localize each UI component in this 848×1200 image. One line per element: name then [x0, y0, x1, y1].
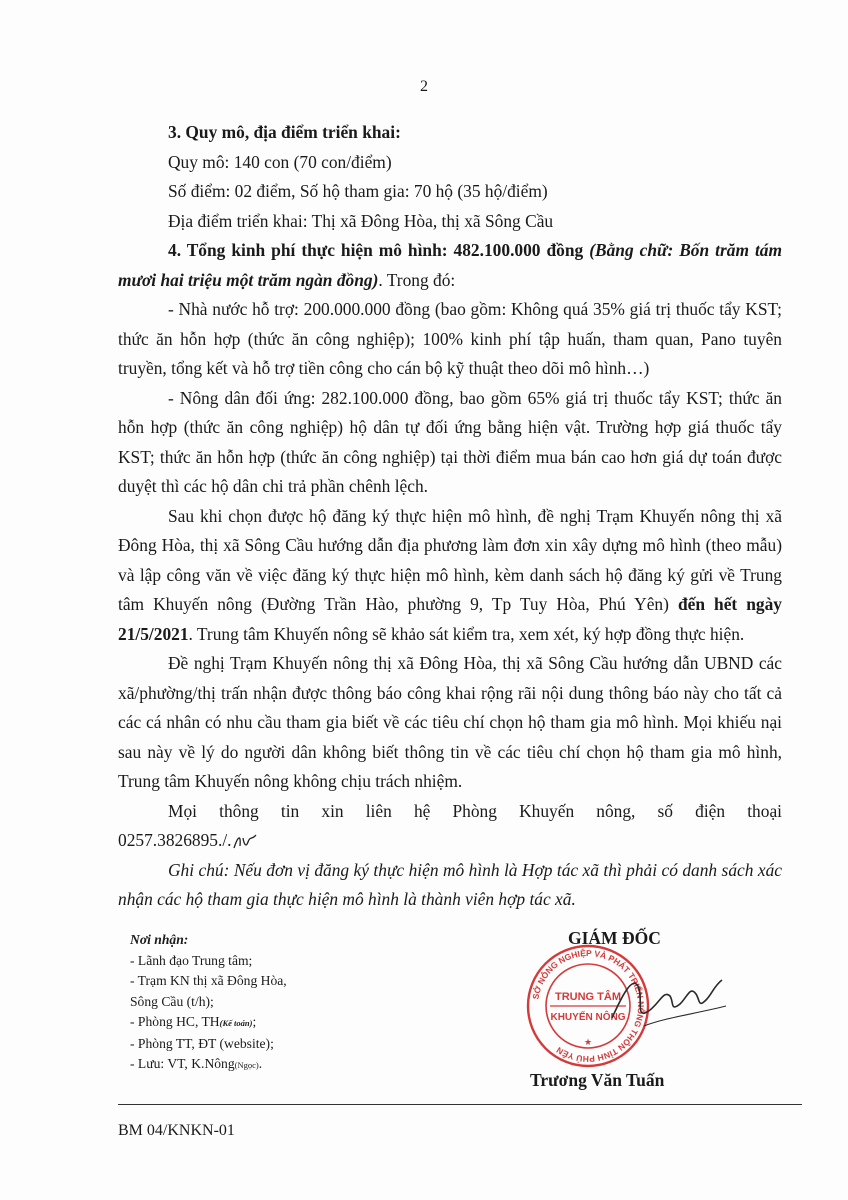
- recipients-title: Nơi nhận:: [130, 932, 189, 947]
- contact-line-1: Mọi thông tin xin liên hệ Phòng Khuyến nông, số điện thoại: [168, 800, 782, 821]
- footer-divider: [118, 1104, 802, 1105]
- recipient-luu-suffix: .: [258, 1056, 263, 1071]
- form-code: BM 04/KNKN-01: [118, 1122, 235, 1139]
- handwritten-signature-icon: [604, 956, 734, 1036]
- signature-block: [516, 928, 716, 1098]
- publicity-paragraph: Đề nghị Trạm Khuyến nông thị xã Đông Hòa, thị xã Sông Cầu hướng dẫn UBND các xã/phường/thị trấn nhận được thông báo công khai rộng rãi nội dung thông báo này cho tất cả các cá nhân có nhu cầu tham gia biết về các tiêu chí chọn hộ tham gia mô hình. Mọi khiếu nại sau này về lý do người dân không biết thông tin về các tiêu chí chọn hộ tham gia mô hình, Trung tâm Khuyến nông không chịu trách nhiệm.: [118, 653, 782, 791]
- page-number: 2: [420, 78, 428, 95]
- section4-heading: [118, 236, 782, 295]
- recipient-hc-text: - Phòng HC, TH: [130, 1014, 220, 1029]
- recipient-item: Sông Cầu (t/h);: [130, 993, 214, 1009]
- recipient-hc-suffix: ;: [252, 1014, 257, 1029]
- recipient-item: - Lãnh đạo Trung tâm;: [130, 952, 253, 968]
- section3-points: Số điểm: 02 điểm, Số hộ tham gia: 70 hộ (35 hộ/điểm): [168, 181, 548, 201]
- recipient-item-luu: [130, 1054, 340, 1076]
- seal-star-icon: ★: [583, 1037, 593, 1047]
- recipient-item-hc: [130, 1012, 340, 1034]
- registration-deadline: đến hết ngày 21/5/2021: [118, 594, 782, 644]
- seal-center-top: TRUNG TÂM: [555, 991, 621, 1003]
- contact-phone: 0257.3826895./.: [118, 830, 232, 850]
- registration-paragraph: [118, 502, 782, 650]
- recipient-luu-text: - Lưu: VT, K.Nông: [130, 1056, 235, 1071]
- contact-line-2: [118, 826, 782, 856]
- recipient-item: - Phòng TT, ĐT (website);: [130, 1035, 274, 1051]
- recipient-hc-sub: (Kế toán): [219, 1018, 253, 1028]
- section4-heading-bold: 4. Tổng kinh phí thực hiện mô hình: 482.100.000 đồng: [168, 240, 584, 260]
- initial-signature-mark: [232, 832, 258, 852]
- recipient-item: - Trạm KN thị xã Đông Hòa,: [130, 973, 287, 988]
- section3-location: Địa điểm triển khai: Thị xã Đông Hòa, thị xã Sông Cầu: [168, 210, 554, 231]
- farmer-contribution-paragraph: - Nông dân đối ứng: 282.100.000 đồng, bao gồm 65% giá trị thuốc tẩy KST; thức ăn hỗn hợp (thức ăn công nghiệp) hộ dân tự đối ứng bằng hiện vật. Trường hợp giá thuốc tẩy KST; thức ăn hỗn hợp (thức ăn công nghiệp) tại thời điểm mua bán cao hơn giá dự toán được duyệt thì các hộ dân chi trả phần chênh lệch.: [118, 387, 782, 496]
- signer-title: GIÁM ĐỐC: [568, 928, 661, 948]
- signer-name: Trương Văn Tuấn: [530, 1070, 665, 1090]
- recipients-block: [130, 930, 340, 1076]
- state-support-paragraph: - Nhà nước hỗ trợ: 200.000.000 đồng (bao gồm: Không quá 35% giá trị thuốc tẩy KST; thức ăn hỗn hợp (thức ăn công nghiệp); 100% kinh phí tập huấn, tham quan, Pano tuyên truyền, tổng kết và hỗ trợ tiền công cho cán bộ kỹ thuật theo dõi mô hình…): [118, 299, 782, 378]
- section4-heading-tail: . Trong đó:: [378, 269, 456, 290]
- section3-scale: Quy mô: 140 con (70 con/điểm): [168, 151, 392, 172]
- recipient-luu-sub: (Ngọc): [234, 1060, 259, 1070]
- seal-ring-text: SỞ NÔNG NGHIỆP VÀ PHÁT TRIỂN NÔNG THÔN TỈNH PHÚ YÊN: [530, 947, 647, 1065]
- section3-heading: 3. Quy mô, địa điểm triển khai:: [168, 122, 401, 142]
- document-body: [118, 118, 782, 915]
- section4-heading-words: (Bằng chữ: Bốn trăm tám mươi hai triệu một trăm ngàn đồng): [118, 240, 782, 290]
- note-paragraph: Ghi chú: Nếu đơn vị đăng ký thực hiện mô hình là Hợp tác xã thì phải có danh sách xác nhận các hộ tham gia thực hiện mô hình là thành viên hợp tác xã.: [118, 859, 782, 909]
- seal-center-bottom: KHUYẾN NÔNG: [550, 1012, 626, 1023]
- registration-text-before: Sau khi chọn được hộ đăng ký thực hiện mô hình, đề nghị Trạm Khuyến nông thị xã Đông Hòa, thị xã Sông Cầu hướng dẫn địa phương làm đơn xin xây dựng mô hình (theo mẫu) và lập công văn về việc đăng ký thực hiện mô hình, kèm danh sách hộ đăng ký gửi về Trung tâm Khuyến nông (Đường Trần Hào, phường 9, Tp Tuy Hòa, Phú Yên): [118, 505, 782, 614]
- registration-text-after: . Trung tâm Khuyến nông sẽ khảo sát kiểm tra, xem xét, ký hợp đồng thực hiện.: [188, 623, 745, 644]
